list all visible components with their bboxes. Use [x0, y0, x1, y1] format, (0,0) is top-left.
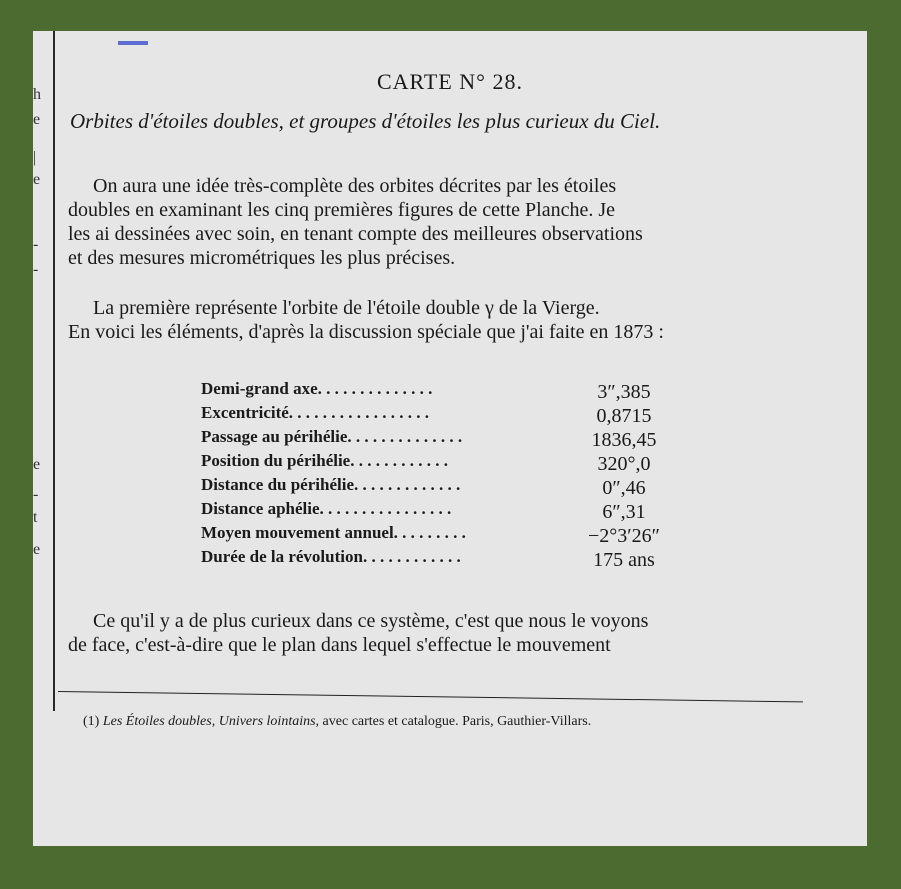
element-row	[201, 379, 721, 403]
margin-mark: -	[33, 261, 39, 278]
paragraph-2	[68, 296, 818, 344]
element-value: 0,8715	[596, 405, 652, 427]
paragraph-line: les ai dessinées avec soin, en tenant compte des meilleures observations	[68, 223, 643, 245]
element-row	[201, 427, 721, 451]
footnote	[83, 714, 843, 730]
paragraph-line: et des mesures micrométriques les plus précises.	[68, 247, 456, 269]
margin-mark: t	[33, 509, 38, 526]
element-label: Excentricité. . . . . . . . . . . . . . . . .	[201, 403, 430, 422]
paragraph-line: doubles en examinant les cinq premières figures de cette Planche. Je	[68, 199, 616, 221]
paragraph-3	[68, 609, 818, 657]
footnote-marker: (1)	[83, 714, 100, 729]
page-heading: CARTE N° 28.	[377, 69, 523, 94]
element-label: Moyen mouvement annuel. . . . . . . . .	[201, 523, 466, 542]
margin-mark: e	[33, 541, 41, 558]
element-value: 6″,31	[602, 501, 646, 523]
margin-mark: |	[33, 149, 37, 166]
element-row	[201, 547, 721, 571]
paragraph-line: La première représente l'orbite de l'étoile double γ de la Vierge.	[93, 297, 600, 319]
element-row	[201, 451, 721, 475]
margin-mark: e	[33, 111, 41, 128]
element-row	[201, 403, 721, 427]
element-value: 0″,46	[602, 477, 646, 499]
orbital-elements-table	[201, 379, 721, 571]
paragraph-1	[68, 174, 818, 270]
margin-mark: -	[33, 486, 39, 503]
element-label: Distance du périhélie. . . . . . . . . . . . .	[201, 475, 461, 494]
element-row	[201, 475, 721, 499]
page-subtitle: Orbites d'étoiles doubles, et groupes d'étoiles les plus curieux du Ciel.	[70, 109, 661, 133]
margin-mark: e	[33, 456, 41, 473]
paragraph-line: En voici les éléments, d'après la discussion spéciale que j'ai faite en 1873 :	[68, 321, 664, 343]
paragraph-line: On aura une idée très-complète des orbites décrites par les étoiles	[93, 175, 617, 197]
book-page	[33, 31, 867, 846]
element-label: Distance aphélie. . . . . . . . . . . . . . . .	[201, 499, 452, 518]
element-row	[201, 523, 721, 547]
gutter-line	[53, 31, 55, 711]
ink-mark	[118, 41, 148, 45]
element-label: Passage au périhélie. . . . . . . . . . . . . .	[201, 427, 463, 446]
element-label: Durée de la révolution. . . . . . . . . . . .	[201, 547, 461, 566]
margin-mark: -	[33, 236, 39, 253]
margin-mark: h	[33, 86, 41, 103]
footnote-text: avec cartes et catalogue. Paris, Gauthier-Villars.	[322, 714, 592, 729]
paragraph-line: Ce qu'il y a de plus curieux dans ce système, c'est que nous le voyons	[93, 610, 649, 632]
element-row	[201, 499, 721, 523]
element-value: −2°3′26″	[588, 525, 660, 547]
element-value: 175 ans	[593, 549, 655, 571]
footnote-title: Les Étoiles doubles, Univers lointains,	[102, 714, 320, 729]
element-value: 320°,0	[597, 453, 651, 475]
element-value: 3″,385	[597, 381, 651, 403]
element-label: Position du périhélie. . . . . . . . . . . .	[201, 451, 448, 470]
margin-mark: e	[33, 171, 41, 188]
paragraph-line: de face, c'est-à-dire que le plan dans lequel s'effectue le mouvement	[68, 634, 611, 656]
element-label: Demi-grand axe. . . . . . . . . . . . . .	[201, 379, 433, 398]
element-value: 1836,45	[591, 429, 657, 451]
footnote-rule	[58, 691, 803, 702]
